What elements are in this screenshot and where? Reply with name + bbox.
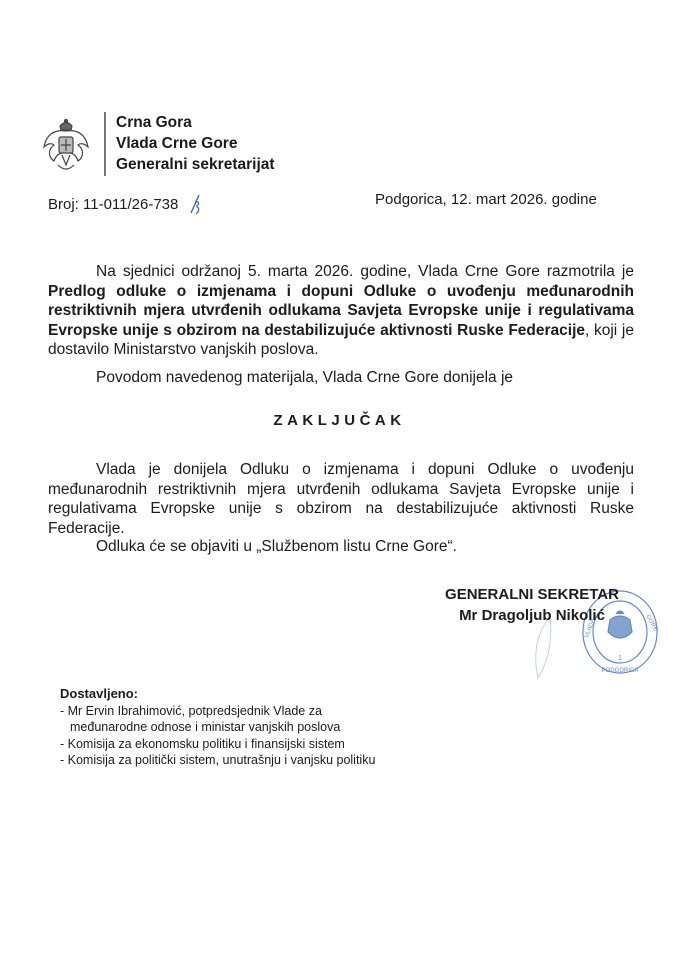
distribution-item: - Komisija za politički sistem, unutrašnju i vanjsku politiku xyxy=(60,753,376,767)
letterhead-department: Generalni sekretarijat xyxy=(116,156,275,173)
distribution-list xyxy=(60,686,375,769)
distribution-title: Dostavljeno: xyxy=(60,686,139,701)
header-divider xyxy=(104,112,106,176)
svg-text:GORE: GORE xyxy=(644,614,659,633)
paragraph-session-intro: Na sjednici održanoj 5. marta 2026. godine, Vlada Crne Gore razmotrila je xyxy=(96,263,634,280)
place-and-date: Podgorica, 12. mart 2026. godine xyxy=(375,191,597,208)
paragraph-regarding-text: Povodom navedenog materijala, Vlada Crne Gore donijela je xyxy=(96,369,514,386)
signatory-title: GENERALNI SEKRETAR xyxy=(445,586,619,603)
letterhead xyxy=(116,112,275,175)
conclusion-title: ZAKLJUČAK xyxy=(273,412,406,429)
signature-block xyxy=(412,584,652,626)
distribution-item-continuation: međunarodne odnose i ministar vanjskih poslova xyxy=(70,720,341,734)
distribution-item: - Komisija za ekonomsku politiku i finansijski sistem xyxy=(60,736,345,751)
paragraph-session-outro: , koji je dostavilo Ministarstvo vanjskih poslova. xyxy=(48,321,634,358)
svg-text:VLADA: VLADA xyxy=(584,618,597,639)
signatory-name: Mr Dragoljub Nikolić xyxy=(459,607,605,624)
reference-number-label: Broj: 11-011/26-738 xyxy=(48,196,179,213)
paragraph-session xyxy=(48,262,634,360)
proposal-title: Predlog odluke o izmjenama i dopuni Odluke o uvođenju međunarodnih restriktivnih mjera utvrđenih odlukama Savjeta Evropske unije i regulativama Evropske unije s obzirom na destabilizujuće aktivnosti Ruske Federacije xyxy=(48,282,634,339)
reference-number xyxy=(48,193,203,215)
distribution-item: - Mr Ervin Ibrahimović, potpredsjednik Vlade za xyxy=(60,703,322,718)
paragraph-publication-text: Odluka će se objaviti u „Službenom listu Crne Gore“. xyxy=(96,538,457,555)
paragraph-publication xyxy=(48,537,634,557)
paragraph-decision-text: Vlada je donijela Odluku o izmjenama i dopuni Odluke o uvođenju međunarodnih restriktivnih mjera utvrđenih odlukama Savjeta Evropske unije i regulativama Evropske unije s obzirom na destabilizujuće aktivnosti Ruske Federacije. xyxy=(48,461,634,537)
paragraph-decision xyxy=(48,460,634,538)
coat-of-arms-icon xyxy=(40,117,92,177)
svg-text:1: 1 xyxy=(618,655,622,662)
svg-text:PODGORICA: PODGORICA xyxy=(601,668,639,674)
letterhead-government: Vlada Crne Gore xyxy=(116,135,238,152)
handwritten-annotation-icon xyxy=(187,193,203,215)
letterhead-country: Crna Gora xyxy=(116,114,192,131)
paragraph-regarding xyxy=(48,368,634,388)
